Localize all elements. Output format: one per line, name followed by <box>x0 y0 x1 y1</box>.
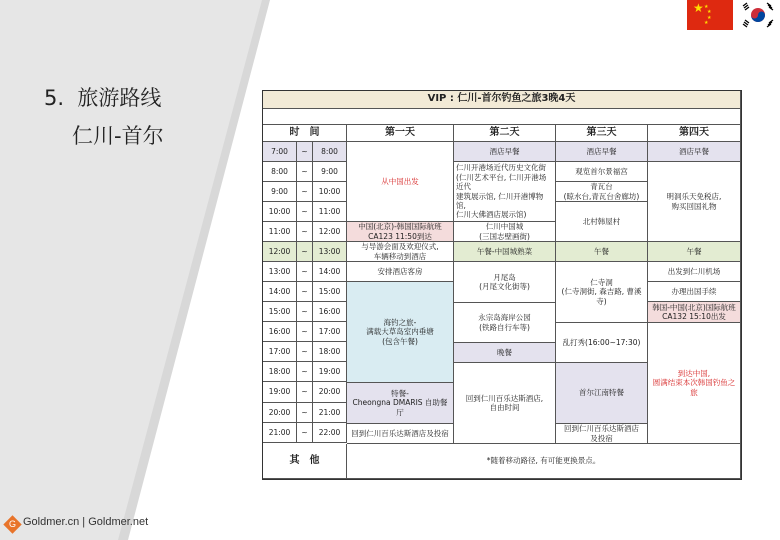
time-start: 13:00 <box>263 262 297 282</box>
time-separator: ~ <box>297 423 313 443</box>
time-end: 13:00 <box>313 242 347 262</box>
time-end: 15:00 <box>313 282 347 302</box>
china-flag-icon: ★ ★ ★ ★ ★ <box>687 0 733 30</box>
time-start: 10:00 <box>263 202 297 222</box>
day4-header: 第四天 <box>648 125 741 142</box>
time-separator: ~ <box>297 202 313 222</box>
time-end: 19:00 <box>313 362 347 382</box>
day1-depart: 从中国出发 <box>347 142 454 222</box>
day4-shopping: 明洞乐天免税店, 购买回国礼物 <box>648 162 741 242</box>
time-start: 11:00 <box>263 222 297 242</box>
day2-culture: 仁川开港场近代历史文化街 (仁川艺术平台, 仁川开港场近代 建筑展示馆, 仁川开港博物馆, 仁川大佛酒店展示馆) <box>454 162 556 222</box>
day1-fishing: 海钓之旅- 满载大草岛室内垂塘 (包含午餐) <box>347 282 454 383</box>
route-subtitle: 仁川-首尔 <box>72 124 164 148</box>
time-separator: ~ <box>297 362 313 382</box>
day2-header: 第二天 <box>454 125 556 142</box>
time-end: 18:00 <box>313 342 347 362</box>
day4-breakfast: 酒店早餐 <box>648 142 741 162</box>
time-end: 17:00 <box>313 322 347 342</box>
day1-meet: 与导游会面及欢迎仪式, 车辆移动到酒店 <box>347 242 454 262</box>
time-separator: ~ <box>297 262 313 282</box>
time-end: 8:00 <box>313 142 347 162</box>
day3-bluehouse: 青瓦台 (晾水台,青瓦台舍廊坊) <box>556 182 648 202</box>
time-separator: ~ <box>297 322 313 342</box>
day1-hotel: 回到仁川百乐达斯酒店及投宿 <box>347 424 454 444</box>
day4-lunch: 午餐 <box>648 242 741 262</box>
time-start: 21:00 <box>263 423 297 443</box>
day3-dinner: 首尔江南特餐 <box>556 363 648 424</box>
day3-bukchon: 北村韩屋村 <box>556 202 648 242</box>
time-separator: ~ <box>297 342 313 362</box>
time-start: 15:00 <box>263 302 297 322</box>
section-heading: 5. 旅游路线 <box>44 86 162 110</box>
day1-header: 第一天 <box>347 125 454 142</box>
time-start: 17:00 <box>263 342 297 362</box>
day2-park: 永宗岛海岸公园 (铁路自行车等) <box>454 303 556 343</box>
time-start: 14:00 <box>263 282 297 302</box>
time-separator: ~ <box>297 182 313 202</box>
time-start: 8:00 <box>263 162 297 182</box>
day4-flight: 韩国-中国(北京)国际航班 CA132 15:10出发 <box>648 302 741 323</box>
time-end: 11:00 <box>313 202 347 222</box>
day1-dinner: 特餐- Cheongna DMARIS 自助餐厅 <box>347 383 454 424</box>
time-separator: ~ <box>297 282 313 302</box>
time-end: 22:00 <box>313 423 347 443</box>
time-start: 12:00 <box>263 242 297 262</box>
time-end: 20:00 <box>313 382 347 403</box>
day2-dinner: 晚餐 <box>454 343 556 363</box>
brand-logo: G Goldmer.cn | Goldmer.net <box>6 516 148 531</box>
time-separator: ~ <box>297 302 313 322</box>
day3-insadong: 仁寺洞 (仁寺洞街, 森吉路, 曹溪寺) <box>556 262 648 323</box>
time-end: 12:00 <box>313 222 347 242</box>
time-column-header: 时 间 <box>263 125 347 142</box>
time-separator: ~ <box>297 162 313 182</box>
day1-flight: 中国(北京)-韩国国际航班 CA123 11:50到达 <box>347 222 454 242</box>
time-separator: ~ <box>297 222 313 242</box>
time-start: 9:00 <box>263 182 297 202</box>
day2-chinatown: 仁川中国城 (三国志壁画街) <box>454 222 556 242</box>
korea-flag-icon <box>737 0 779 30</box>
time-separator: ~ <box>297 403 313 423</box>
time-separator: ~ <box>297 142 313 162</box>
day3-show: 乱打秀(16:00~17:30) <box>556 323 648 363</box>
day4-checkin: 办理出国手续 <box>648 282 741 302</box>
day4-arrive: 到达中国, 圆满结束本次韩国钓鱼之旅 <box>648 323 741 444</box>
itinerary-table <box>262 90 742 480</box>
day4-airport: 出发到仁川机场 <box>648 262 741 282</box>
time-start: 18:00 <box>263 362 297 382</box>
day1-checkin: 安排酒店客房 <box>347 262 454 282</box>
time-start: 20:00 <box>263 403 297 423</box>
day2-breakfast: 酒店早餐 <box>454 142 556 162</box>
day2-hotel: 回到仁川百乐达斯酒店, 自由时间 <box>454 363 556 444</box>
time-start: 16:00 <box>263 322 297 342</box>
time-start: 19:00 <box>263 382 297 403</box>
spacer-row <box>263 109 741 125</box>
time-end: 21:00 <box>313 403 347 423</box>
time-end: 16:00 <box>313 302 347 322</box>
day3-palace: 观览首尔景福宫 <box>556 162 648 182</box>
day3-hotel: 回到仁川百乐达斯酒店 及投宿 <box>556 424 648 444</box>
time-end: 9:00 <box>313 162 347 182</box>
time-separator: ~ <box>297 382 313 403</box>
day3-lunch: 午餐 <box>556 242 648 262</box>
time-start: 7:00 <box>263 142 297 162</box>
day3-breakfast: 酒店早餐 <box>556 142 648 162</box>
time-end: 10:00 <box>313 182 347 202</box>
day2-wolmido: 月尾岛 (月尾文化街等) <box>454 262 556 303</box>
time-separator: ~ <box>297 242 313 262</box>
day3-header: 第三天 <box>556 125 648 142</box>
other-note: *随着移动路径, 有可能更换景点。 <box>347 444 741 479</box>
other-label: 其 他 <box>263 444 347 479</box>
goldmer-logo-icon: G <box>3 515 21 533</box>
time-end: 14:00 <box>313 262 347 282</box>
table-title: VIP : 仁川-首尔钓鱼之旅3晚4天 <box>263 91 741 109</box>
day2-lunch: 午餐-中国城熟菜 <box>454 242 556 262</box>
